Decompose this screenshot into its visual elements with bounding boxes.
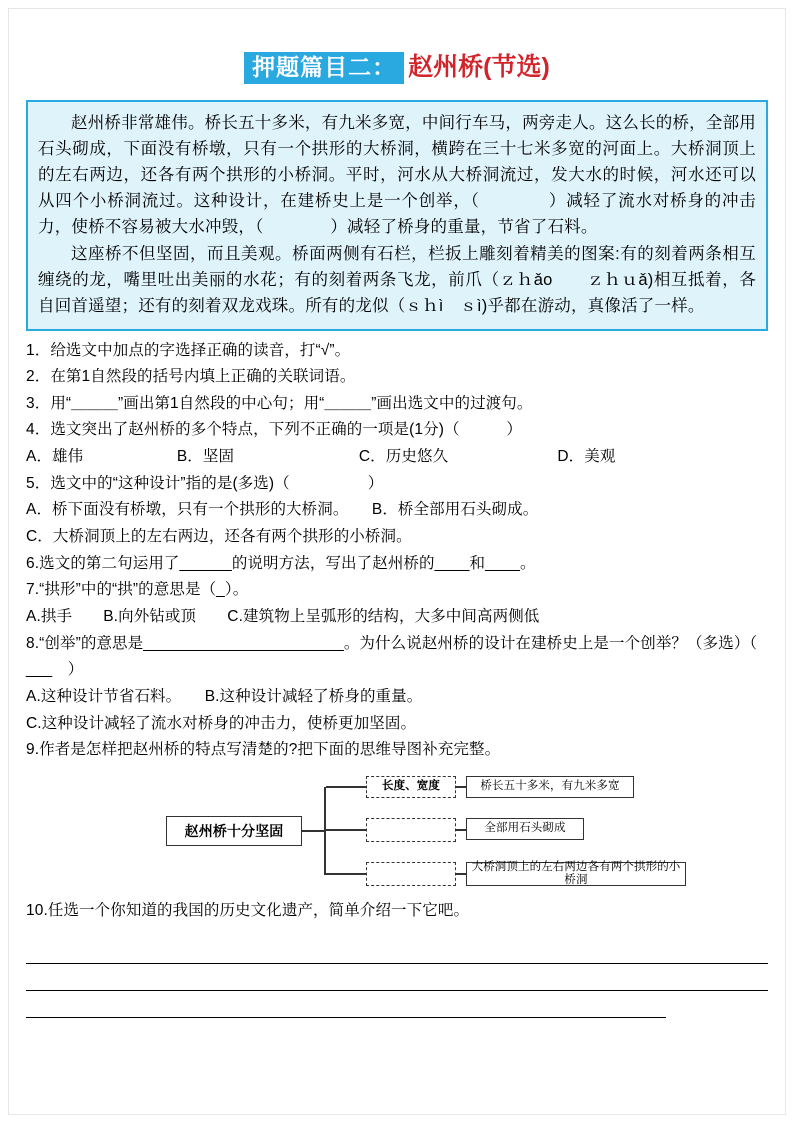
mind-map-diagram <box>26 774 768 894</box>
question-7: 7.“拱形”中的“拱”的意思是（_）。 <box>26 581 249 599</box>
question-5-option-a: A．桥下面没有桥墩，只有一个拱形的大桥洞。 B．桥全部用石头砌成。 <box>26 501 539 519</box>
question-8-option-c: C.这种设计减轻了流水对桥身的冲击力，使桥更加坚固。 <box>26 714 417 732</box>
page-title <box>26 50 768 86</box>
question-7-options: A.拱手 B.向外钻或顶 C.建筑物上呈弧形的结构，大多中间高两侧低 <box>26 608 540 626</box>
question-5-option-c: C．大桥洞顶上的左右两边，还各有两个拱形的小桥洞。 <box>26 528 412 546</box>
question-2: 2．在第1自然段的括号内填上正确的关联词语。 <box>26 368 356 386</box>
question-1: 1．给选文中加点的字选择正确的读音，打“√”。 <box>26 341 351 359</box>
passage-paragraph-1: 赵州桥非常雄伟。桥长五十多米，有九米多宽，中间行车马，两旁走人。这么长的桥，全部用石头砌成，下面没有桥墩，只有一个拱形的大桥洞，横跨在三十七米多宽的河面上。大桥洞顶上的左右两边，还各有两个拱形的小桥洞。平时，河水从大桥洞流过，发大水的时候，河水还可以从四个小桥洞流过。这种设计，在建桥史上是一个创举，（ ）减轻了流水对桥身的冲击力，使桥不容易被大水冲毁，（ ）减轻了桥身的重量，节省了石料。 <box>38 114 756 237</box>
question-6: 6.选文的第二句运用了______的说明方法，写出了赵州桥的____和____。 <box>26 554 536 572</box>
question-9: 9.作者是怎样把赵州桥的特点写清楚的?把下面的思维导图补充完整。 <box>26 741 501 759</box>
mindmap-connector <box>326 873 366 875</box>
passage-paragraph-2: 这座桥不但坚固，而且美观。桥面两侧有石栏，栏扳上雕刻着精美的图案:有的刻着两条相互缠绕的龙，嘴里吐出美丽的水花；有的刻着两条飞龙，前爪（ｚｈǎo ｚｈｕǎ)相互抵着，各自回首遥望；还有的刻着双龙戏珠。所有的龙似（ｓｈì ｓì)乎都在游动，真像活了一样。 <box>38 245 756 316</box>
answer-lines <box>26 937 768 1018</box>
question-5: 5．选文中的“这种设计”指的是(多选)（ ） <box>26 474 384 492</box>
question-8: 8.“创举”的意思是_______________________。为什么说赵州桥的设计在建桥史上是一个创举？（多选）（ ___ ） <box>26 634 773 679</box>
question-4: 4．选文突出了赵州桥的多个特点，下列不正确的一项是(1分)（ ） <box>26 421 522 439</box>
article-title: 赵州桥(节选) <box>408 53 550 82</box>
answer-line[interactable] <box>26 991 666 1018</box>
question-10: 10.任选一个你知道的我国的历史文化遗产，简单介绍一下它吧。 <box>26 902 470 919</box>
mindmap-connector <box>324 787 326 875</box>
answer-line[interactable] <box>26 964 768 991</box>
mindmap-connector <box>326 786 366 788</box>
mindmap-connector <box>456 829 466 831</box>
answer-line[interactable] <box>26 937 768 964</box>
mindmap-key-node-1[interactable]: 长度、宽度 <box>366 776 456 798</box>
reading-passage <box>26 100 768 331</box>
mindmap-key-node-2[interactable] <box>366 818 456 842</box>
title-tag-label: 押题篇目二： <box>244 52 404 84</box>
mindmap-connector <box>456 873 466 875</box>
mindmap-value-node-3: 大桥洞顶上的左右两边各有两个拱形的小桥洞 <box>466 862 686 886</box>
question-4-options: A．雄伟 B．坚固 C．历史悠久 D．美观 <box>26 448 616 466</box>
mindmap-value-node-1: 桥长五十多米，有九米多宽 <box>466 776 634 798</box>
mindmap-value-node-2: 全部用石头砌成 <box>466 818 584 840</box>
mindmap-key-node-3[interactable] <box>366 862 456 886</box>
question-8-option-a: A.这种设计节省石料。 B.这种设计减轻了桥身的重量。 <box>26 688 423 706</box>
question-3: 3．用“＿＿＿”画出第1自然段的中心句；用“＿＿＿”画出选文中的过渡句。 <box>26 394 533 412</box>
mindmap-connector <box>302 830 324 832</box>
mindmap-connector <box>326 829 366 831</box>
question-list <box>26 338 773 925</box>
mindmap-root-node: 赵州桥十分坚固 <box>166 816 302 846</box>
mindmap-connector <box>456 786 466 788</box>
